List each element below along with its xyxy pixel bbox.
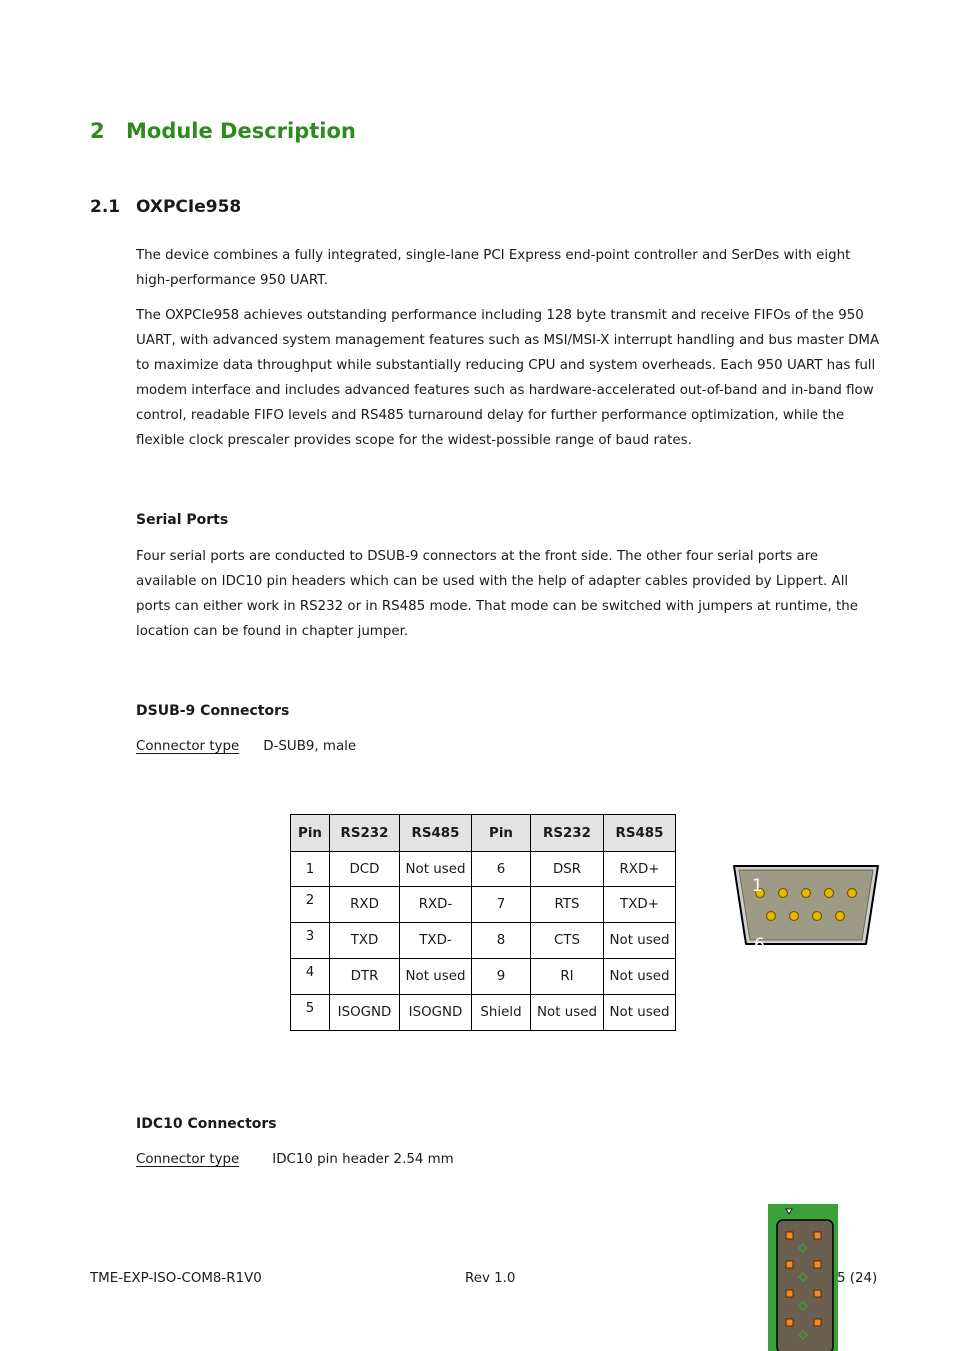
dsub-connector-type	[136, 739, 356, 754]
footer-doc-id: TME-EXP-ISO-COM8-R1V0	[90, 1271, 262, 1286]
table-cell: RXD	[330, 887, 400, 923]
dsub-pinout-table	[290, 814, 676, 1031]
table-cell: 9	[472, 959, 531, 995]
table-header: RS485	[604, 815, 676, 852]
table-cell: 8	[472, 923, 531, 959]
idc10-type-value: IDC10 pin header 2.54 mm	[272, 1152, 454, 1167]
table-cell: TXD-	[400, 923, 472, 959]
intro-paragraph-1: The device combines a fully integrated, single-lane PCI Express end-point controller and SerDes with eight high-performance 950 UART.	[136, 248, 851, 288]
idc10-connector-type	[136, 1152, 454, 1167]
dsub-type-value: D-SUB9, male	[263, 739, 357, 754]
table-cell: 6	[472, 852, 531, 887]
section-title: Module Description	[126, 119, 356, 143]
table-row	[291, 887, 676, 923]
idc10-header-diagram	[768, 1204, 838, 1351]
dsub-heading: DSUB-9 Connectors	[136, 703, 290, 719]
table-cell: DSR	[531, 852, 604, 887]
table-cell: 3	[291, 923, 330, 959]
subsection-title: OXPCIe958	[136, 197, 242, 217]
table-cell: 4	[291, 959, 330, 995]
table-cell: Not used	[531, 995, 604, 1031]
table-row	[291, 959, 676, 995]
table-row	[291, 852, 676, 887]
table-cell: Not used	[400, 852, 472, 887]
table-cell: DTR	[330, 959, 400, 995]
serial-ports-paragraph: Four serial ports are conducted to DSUB-9 connectors at the front side. The other four serial ports are available on IDC10 pin headers which can be used with the help of adapter cables provided by Lippert. All ports can either work in RS232 or in RS485 mode. That mode can be switched with jumpers at runtime, the location can be found in chapter jumper.	[136, 549, 858, 639]
table-header-row	[291, 815, 676, 852]
footer-revision: Rev 1.0	[465, 1271, 516, 1286]
serial-ports-heading: Serial Ports	[136, 512, 229, 528]
table-cell: 2	[291, 887, 330, 923]
table-cell: 7	[472, 887, 531, 923]
dsub-pin6-label: 6	[754, 935, 765, 950]
table-header: RS232	[531, 815, 604, 852]
table-row	[291, 995, 676, 1031]
table-cell: Not used	[604, 995, 676, 1031]
table-cell: ISOGND	[330, 995, 400, 1031]
table-header: Pin	[472, 815, 531, 852]
table-header: Pin	[291, 815, 330, 852]
subsection-heading	[90, 197, 241, 217]
table-cell: 1	[291, 852, 330, 887]
section-number: 2	[90, 119, 105, 143]
footer-page-number: 5 (24)	[837, 1271, 878, 1286]
table-cell: 5	[291, 995, 330, 1031]
section-heading	[90, 119, 356, 143]
idc10-heading: IDC10 Connectors	[136, 1116, 277, 1132]
subsection-number: 2.1	[90, 197, 121, 217]
table-cell: TXD	[330, 923, 400, 959]
table-cell: Not used	[400, 959, 472, 995]
dsub-type-label: Connector type	[136, 739, 240, 754]
table-cell: DCD	[330, 852, 400, 887]
table-cell: Not used	[604, 959, 676, 995]
table-cell: RXD+	[604, 852, 676, 887]
table-cell: TXD+	[604, 887, 676, 923]
table-cell: RXD-	[400, 887, 472, 923]
table-cell: ISOGND	[400, 995, 472, 1031]
table-cell: Not used	[604, 923, 676, 959]
table-row	[291, 923, 676, 959]
intro-paragraph-2: The OXPCIe958 achieves outstanding performance including 128 byte transmit and receive FIFOs of the 950 UART, with advanced system management features such as MSI/MSI-X interrupt handling and bus master DMA to maximize data throughput while substantially reducing CPU and system overheads. Each 950 UART has full modem interface and includes advanced features such as hardware-accelerated out-of-band and in-band flow control, readable FIFO levels and RS485 turnaround delay for further performance optimization, while the flexible clock prescaler provides scope for the widest-possible range of baud rates.	[136, 308, 880, 448]
dsub9-connector-diagram	[728, 860, 884, 950]
dsub-pin1-label: 1	[752, 876, 763, 896]
table-header: RS232	[330, 815, 400, 852]
idc10-type-label: Connector type	[136, 1152, 240, 1167]
table-cell: Shield	[472, 995, 531, 1031]
table-cell: CTS	[531, 923, 604, 959]
table-cell: RTS	[531, 887, 604, 923]
table-cell: RI	[531, 959, 604, 995]
table-header: RS485	[400, 815, 472, 852]
